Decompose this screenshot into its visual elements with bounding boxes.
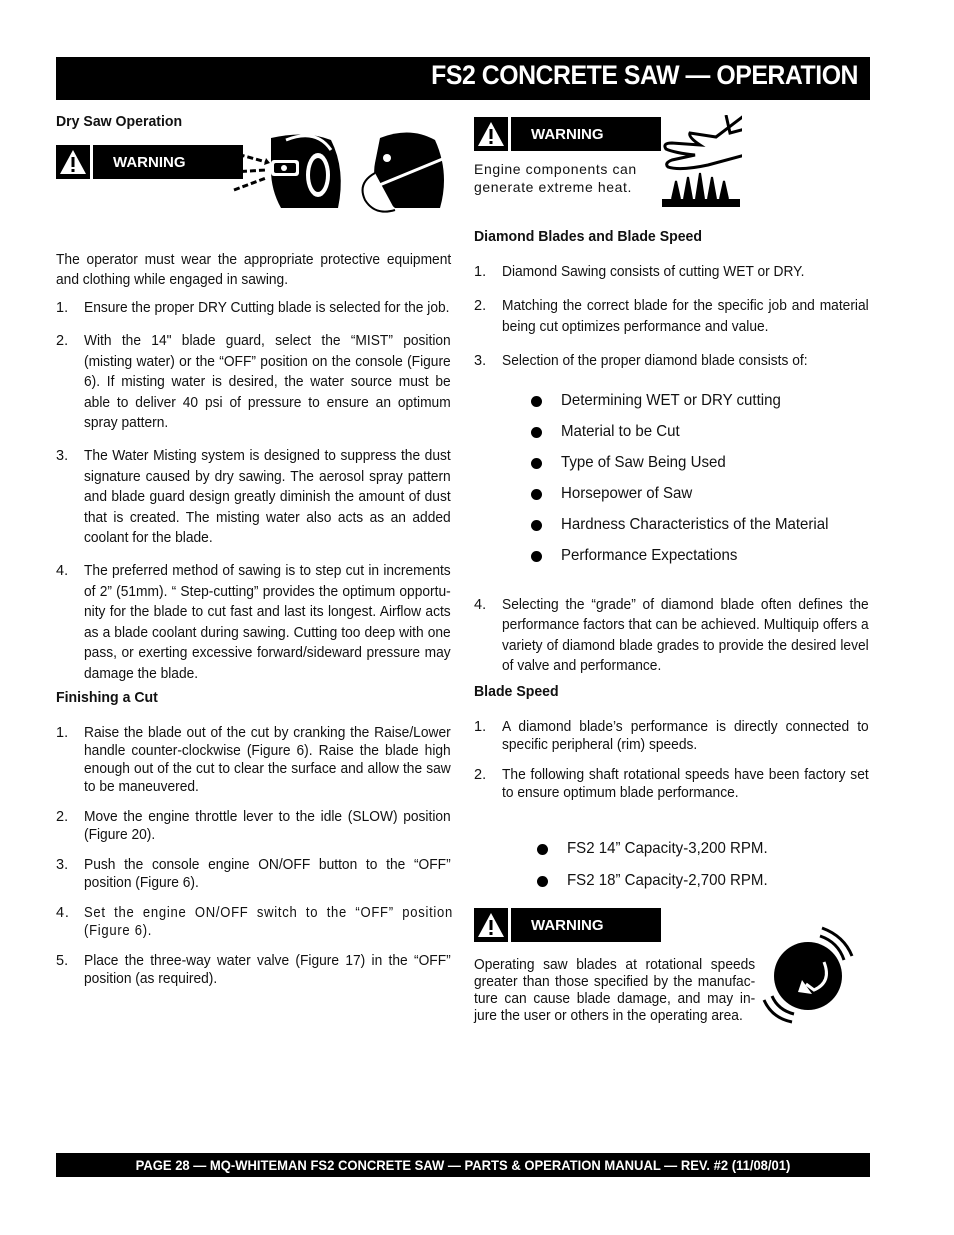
warning-banner-speed [474,908,661,942]
warning-triangle-icon [474,117,508,151]
dry-steps-list [56,298,452,684]
page-footer: PAGE 28 — MQ-WHITEMAN FS2 CONCRETE SAW — PARTS & OPERATION MANUAL — REV. #2 (11/08/01) [56,1153,870,1177]
list-item: 1. A diamond blade’s performance is directly connected to specific peripheral (rim) speeds. [474,719,869,753]
respirator-mask-icon [355,128,450,221]
page-header [56,57,870,100]
heat-warning-text: Engine components can generate extreme heat. [474,161,637,195]
list-item: 4. Selecting the “grade” of diamond blade often defines the performance factors that can be achieved. Multiquip offers a variety of diamond blade grades to provide the desired level of valve and performance. [474,597,869,675]
list-item: 2. Matching the correct blade for the specific job and material being cut optimizes performance and value. [474,298,869,335]
list-item: 2. With the 14" blade guard, select the “MIST” position (misting water) or the “OFF” position on the console (Figure 6). If misting water is desired, the water source must be able to deliver 40 psi of pressure to ensure an optimum spray pattern. [56,333,451,432]
list-item: Performance Expectations [531,546,861,566]
page-title: FS2 CONCRETE SAW — OPERATION [431,60,858,90]
warning-label: WARNING [508,117,661,151]
list-item: 5. Place the three-way water valve (Figure 17) in the “OFF” position (as required). [56,953,451,987]
rotating-blade-icon [762,922,858,1031]
list-item: Horsepower of Saw [531,484,861,504]
list-item: 3. Push the console engine ON/OFF button to the “OFF” position (Figure 6). [56,857,451,891]
diamond-heading: Diamond Blades and Blade Speed [474,228,703,245]
warning-label: WARNING [90,145,243,179]
intro-paragraph: The operator must wear the appropriate protective equipment and clothing while engaged in sawing. [56,252,452,288]
selection-bullets [531,391,861,566]
list-item: Hardness Characteristics of the Material [531,515,861,535]
list-item: 1. Ensure the proper DRY Cutting blade is selected for the job. [56,300,450,316]
list-item: 3. Selection of the proper diamond blade consists of: [474,353,808,370]
list-item: 4. Set the engine ON/OFF switch to the “OFF” position (Figure 6). [56,905,453,939]
warning-triangle-icon [474,908,508,942]
list-item: Type of Saw Being Used [531,453,861,473]
blade-speed-heading: Blade Speed [474,683,559,700]
finish-heading: Finishing a Cut [56,689,158,706]
hot-surface-hand-icon [660,115,742,214]
list-item: FS2 18” Capacity-2,700 RPM. [537,871,837,891]
list-item: 1. Diamond Sawing consists of cutting WET or DRY. [474,264,805,280]
dry-saw-heading: Dry Saw Operation [56,113,183,130]
list-item: Material to be Cut [531,422,861,442]
warning-label: WARNING [508,908,661,942]
eye-ear-protection-icon [226,130,348,217]
speed-warning-text: Operating saw blades at rotational speeds greater than those specified by the manufac-ture can cause blade damage, and may in-jure the user or others in the operating area. [474,957,756,1024]
list-item: 3. The Water Misting system is designed to suppress the dust signature caused by dry sawing. The aerosol spray pattern and blade guard design greatly diminish the amount of dust that is created. The misting water also acts as an added coolant for the blade. [56,448,451,547]
list-item: 4. The preferred method of sawing is to step cut in increments of 2” (51mm). “ Step-cutting” provides the optimum opportu-nity for the blade to cut fast and last its longest. Airflow acts as a blade coolant during sawing. Cutting too deep with one pass, or exerting excessive forward/sideward pressure may damage the blade. [56,563,451,682]
list-item: FS2 14” Capacity-3,200 RPM. [537,839,837,859]
list-item: Determining WET or DRY cutting [531,391,861,411]
finish-steps-list [56,724,452,988]
warning-banner-heat [474,117,661,151]
warning-banner-dry [56,145,243,179]
speed-steps-list [474,719,870,802]
diamond-step-4 [474,595,870,677]
diamond-steps-list [474,262,870,372]
rpm-bullets [537,839,837,891]
list-item: 2. Move the engine throttle lever to the idle (SLOW) position (Figure 20). [56,809,451,843]
list-item: 2. The following shaft rotational speeds have been factory set to ensure optimum blade performance. [474,767,869,801]
list-item: 1. Raise the blade out of the cut by cranking the Raise/Lower handle counter-clockwise (Figure 6). Raise the blade high enough out of the cut to clear the surface and allow the saw to be maneuvered. [56,725,451,795]
warning-triangle-icon [56,145,90,179]
